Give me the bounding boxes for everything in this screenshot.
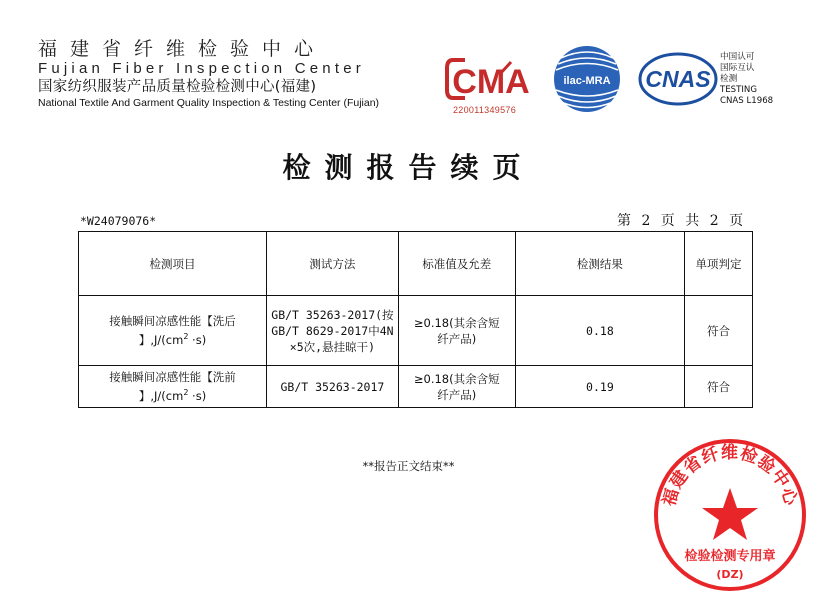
seal-code: (DZ)	[716, 568, 744, 581]
cnas-logo	[637, 50, 719, 108]
standard-line: 纤产品)	[437, 387, 477, 402]
table-row	[79, 296, 753, 366]
cnas-label: CNAS	[645, 66, 711, 92]
item-line: 接触瞬间凉感性能【洗前	[109, 370, 236, 385]
org-name-cn-main: 国家纺织服装产品质量检验检测中心(福建)	[38, 79, 317, 95]
method-line: GB/T 35263-2017	[280, 379, 385, 394]
seal-ring-text: 福建省纤维检验中心	[659, 442, 801, 509]
org-name-en-top: Fujian Fiber Inspection Center	[38, 60, 365, 77]
item-line	[82, 329, 263, 348]
ilac-label: ilac-MRA	[563, 75, 611, 87]
header-test-method: 测试方法	[267, 232, 399, 296]
table-row	[79, 366, 753, 408]
cell-test-item	[79, 296, 267, 366]
item-unit-suffix: ·s)	[188, 388, 207, 403]
item-unit: 】,J/(cm	[138, 388, 184, 403]
cnas-line: 国际互认	[720, 63, 755, 73]
seal-star-icon	[702, 488, 758, 540]
item-unit-sup: 2	[183, 388, 189, 398]
cell-result: 0.18	[515, 296, 684, 366]
item-line	[82, 385, 263, 404]
header-standard: 标准值及允差	[398, 232, 515, 296]
method-line: GB/T 35263-2017(按	[271, 307, 394, 322]
standard-line: 纤产品)	[437, 331, 477, 346]
cnas-line: CNAS L1968	[720, 96, 774, 106]
test-results-table	[78, 231, 753, 408]
item-unit-sup: 2	[183, 332, 189, 342]
cell-verdict: 符合	[685, 366, 753, 408]
item-unit-suffix: ·s)	[188, 332, 207, 347]
header-result: 检测结果	[515, 232, 684, 296]
cell-verdict: 符合	[685, 296, 753, 366]
cnas-line: 检测	[720, 74, 738, 84]
end-of-report-note: **报告正文结束**	[362, 459, 455, 473]
cell-standard	[398, 366, 515, 408]
cnas-line: 中国认可	[720, 52, 755, 62]
cell-test-method	[267, 296, 399, 366]
ilac-mra-logo	[552, 44, 622, 114]
cnas-line: TESTING	[720, 85, 758, 95]
page-indicator: 第 2 页 共 2 页	[617, 213, 747, 229]
official-seal	[651, 436, 809, 594]
cell-test-item	[79, 366, 267, 408]
table-header-row	[79, 232, 753, 296]
header-test-item: 检测项目	[79, 232, 267, 296]
method-line: ×5次,悬挂晾干)	[289, 339, 375, 354]
standard-line: ≥0.18(其余含短	[413, 315, 500, 330]
organization-header	[38, 38, 408, 110]
standard-line: ≥0.18(其余含短	[413, 371, 500, 386]
seal-bottom-text: 检验检测专用章	[684, 549, 776, 564]
org-name-en-main: National Textile And Garment Quality Inspection & Testing Center (Fujian)	[38, 97, 380, 109]
cell-result: 0.19	[515, 366, 684, 408]
item-unit: 】,J/(cm	[138, 332, 184, 347]
method-line: GB/T 8629-2017中4N	[271, 323, 394, 338]
org-name-cn-top: 福建省纤维检验中心	[38, 38, 327, 60]
report-title: 检测报告续页	[282, 151, 535, 184]
cell-standard	[398, 296, 515, 366]
cma-label: CMA	[452, 63, 530, 101]
cell-test-method	[267, 366, 399, 408]
cma-number: 220011349576	[453, 105, 516, 115]
report-number: *W24079076*	[80, 214, 157, 228]
cnas-accreditation-text	[720, 52, 773, 107]
item-line: 接触瞬间凉感性能【洗后	[109, 314, 236, 329]
header-verdict: 单项判定	[685, 232, 753, 296]
